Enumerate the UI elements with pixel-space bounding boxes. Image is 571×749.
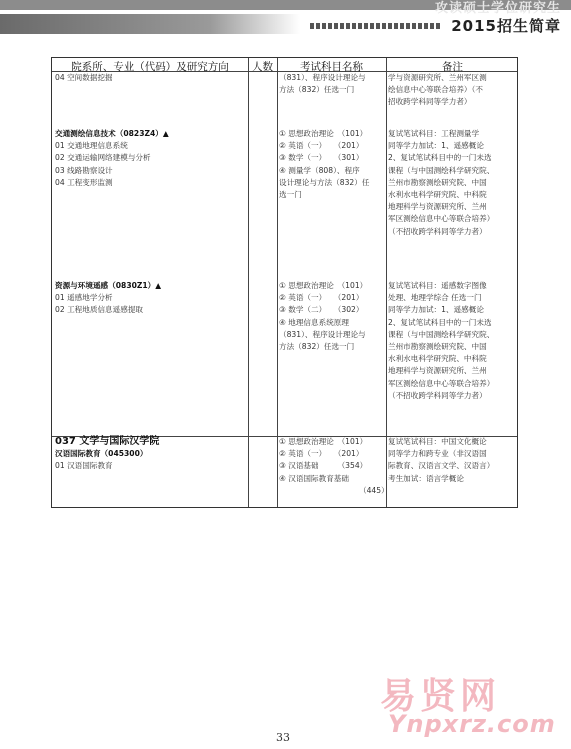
subject-line: 选一门 — [279, 190, 302, 200]
school-title: 037 文学与国际汉学院 — [55, 436, 160, 447]
admissions-table — [51, 57, 518, 508]
subject-line: ④ 地理信息系统原理 — [279, 317, 349, 327]
note-line: 地理科学与资源研究所、兰州 — [388, 366, 487, 376]
note-line: 军区测绘信息中心等联合培养） — [388, 214, 495, 224]
subject-line: ① 思想政治理论 （101） — [279, 281, 368, 290]
program-title: 交通测绘信息技术（0823Z4）▲ — [55, 129, 169, 138]
header-gradient-bar — [0, 14, 300, 34]
table-row-dept — [55, 72, 113, 84]
subject-line: ② 英语（一） （201） — [279, 449, 364, 459]
note-line: 考生加试：语言学概论 — [388, 473, 464, 483]
subject-line: ③ 汉语基础 （354） — [279, 461, 368, 471]
watermark-text-cn: 易贤网 — [380, 676, 501, 717]
note-line: 兰州市勘察测绘研究院、中国 — [388, 177, 487, 187]
subject-line: （831）、程序设计理论与 — [279, 73, 366, 82]
subject-line: 方法（832）任选一门 — [279, 342, 355, 352]
direction-item: 01 遥感地学分析 — [55, 293, 113, 303]
table-row-dept — [55, 128, 169, 189]
subject-line: （445） — [359, 485, 389, 495]
note-line: 学与资源研究所、兰州军区测 — [388, 73, 487, 82]
watermark-text-en: Ynpxrz.com — [388, 710, 556, 738]
table-row-dept — [55, 280, 161, 317]
table-row-dept — [55, 436, 159, 473]
note-line: 水利水电科学研究院、中科院 — [388, 190, 487, 200]
subject-line: ③ 数学（一） （301） — [279, 153, 364, 163]
direction-item: 04 工程变形监测 — [55, 177, 113, 187]
note-line: 课程（与中国测绘科学研究院、 — [388, 165, 495, 175]
note-line: 复试笔试科目：遥感数字图像 — [388, 281, 487, 290]
note-line: 2、复试笔试科目中的一门未选 — [388, 317, 492, 327]
subject-line: ② 英语（一） （201） — [279, 141, 364, 151]
note-line: 地理科学与资源研究所、兰州 — [388, 202, 487, 212]
note-line: 处理、地理学综合 任选一门 — [388, 293, 482, 303]
subject-line: ① 思想政治理论 （101） — [279, 437, 368, 446]
table-row-subjects — [279, 128, 369, 201]
header-top-text: 攻读硕士学位研究生 — [434, 1, 561, 16]
note-line: 兰州市勘察测绘研究院、中国 — [388, 342, 487, 352]
page-header — [0, 0, 571, 40]
table-row-subjects — [279, 72, 366, 96]
note-line: 同等学力加试：1、遥感概论 — [388, 141, 484, 151]
direction-item: 04 空间数据挖掘 — [55, 73, 113, 82]
table-row-notes — [388, 128, 494, 238]
note-line: 际教育、汉语言文学、汉语言） — [388, 461, 495, 471]
col-divider — [248, 58, 249, 507]
note-line: 同等学力和跨专业（非汉语国 — [388, 449, 487, 459]
column-header-notes: 备注 — [442, 61, 463, 73]
subject-line: ④ 测量学（808）、程序 — [279, 165, 360, 175]
note-line: 军区测绘信息中心等联合培养） — [388, 378, 495, 388]
note-line: 复试笔试科目：工程测量学 — [388, 129, 480, 138]
note-line: （不招收跨学科同等学力者） — [388, 226, 487, 236]
column-header-subjects: 考试科目名称 — [300, 61, 363, 73]
subject-line: ② 英语（一） （201） — [279, 293, 364, 303]
subject-line: ① 思想政治理论 （101） — [279, 129, 368, 138]
header-dots-decoration — [310, 23, 442, 29]
note-line: 课程（与中国测绘科学研究院、 — [388, 329, 495, 339]
direction-item: 02 工程地质信息遥感提取 — [55, 305, 144, 315]
note-line: 同等学力加试：1、遥感概论 — [388, 305, 484, 315]
column-header-count: 人数 — [252, 61, 273, 73]
subject-line: 方法（832）任选一门 — [279, 85, 355, 95]
program-title: 资源与环境遥感（0830Z1）▲ — [55, 281, 162, 290]
note-line: 招收跨学科同等学力者） — [388, 97, 472, 107]
table-row-notes — [388, 280, 494, 402]
direction-item: 03 线路勘察设计 — [55, 165, 113, 175]
direction-item: 02 交通运输网络建模与分析 — [55, 153, 151, 163]
header-title: 2015招生简章 — [451, 17, 561, 35]
direction-item: 01 汉语国际教育 — [55, 461, 113, 471]
note-line: 水利水电科学研究院、中科院 — [388, 354, 487, 364]
subject-line: 设计理论与方法（832）任 — [279, 177, 370, 187]
page-number: 33 — [276, 731, 290, 744]
note-line: 2、复试笔试科目中的一门未选 — [388, 153, 492, 163]
table-row-subjects — [279, 280, 367, 353]
table-row-notes — [388, 72, 487, 109]
column-header-dept: 院系所、专业（代码）及研究方向 — [71, 61, 229, 73]
table-row-subjects — [279, 436, 389, 497]
subject-line: （831）、程序设计理论与 — [279, 329, 366, 339]
subject-line: ③ 数学（二） （302） — [279, 305, 364, 315]
note-line: 绘信息中心等联合培养）（不 — [388, 85, 483, 95]
watermark — [380, 668, 555, 742]
note-line: 复试笔试科目：中国文化概论 — [388, 437, 487, 446]
col-divider — [277, 58, 278, 507]
program-title: 汉语国际教育（045300） — [55, 449, 148, 459]
direction-item: 01 交通地理信息系统 — [55, 141, 128, 151]
note-line: （不招收跨学科同等学力者） — [388, 390, 487, 400]
subject-line: ④ 汉语国际教育基础 — [279, 473, 349, 483]
table-row-notes — [388, 436, 494, 485]
